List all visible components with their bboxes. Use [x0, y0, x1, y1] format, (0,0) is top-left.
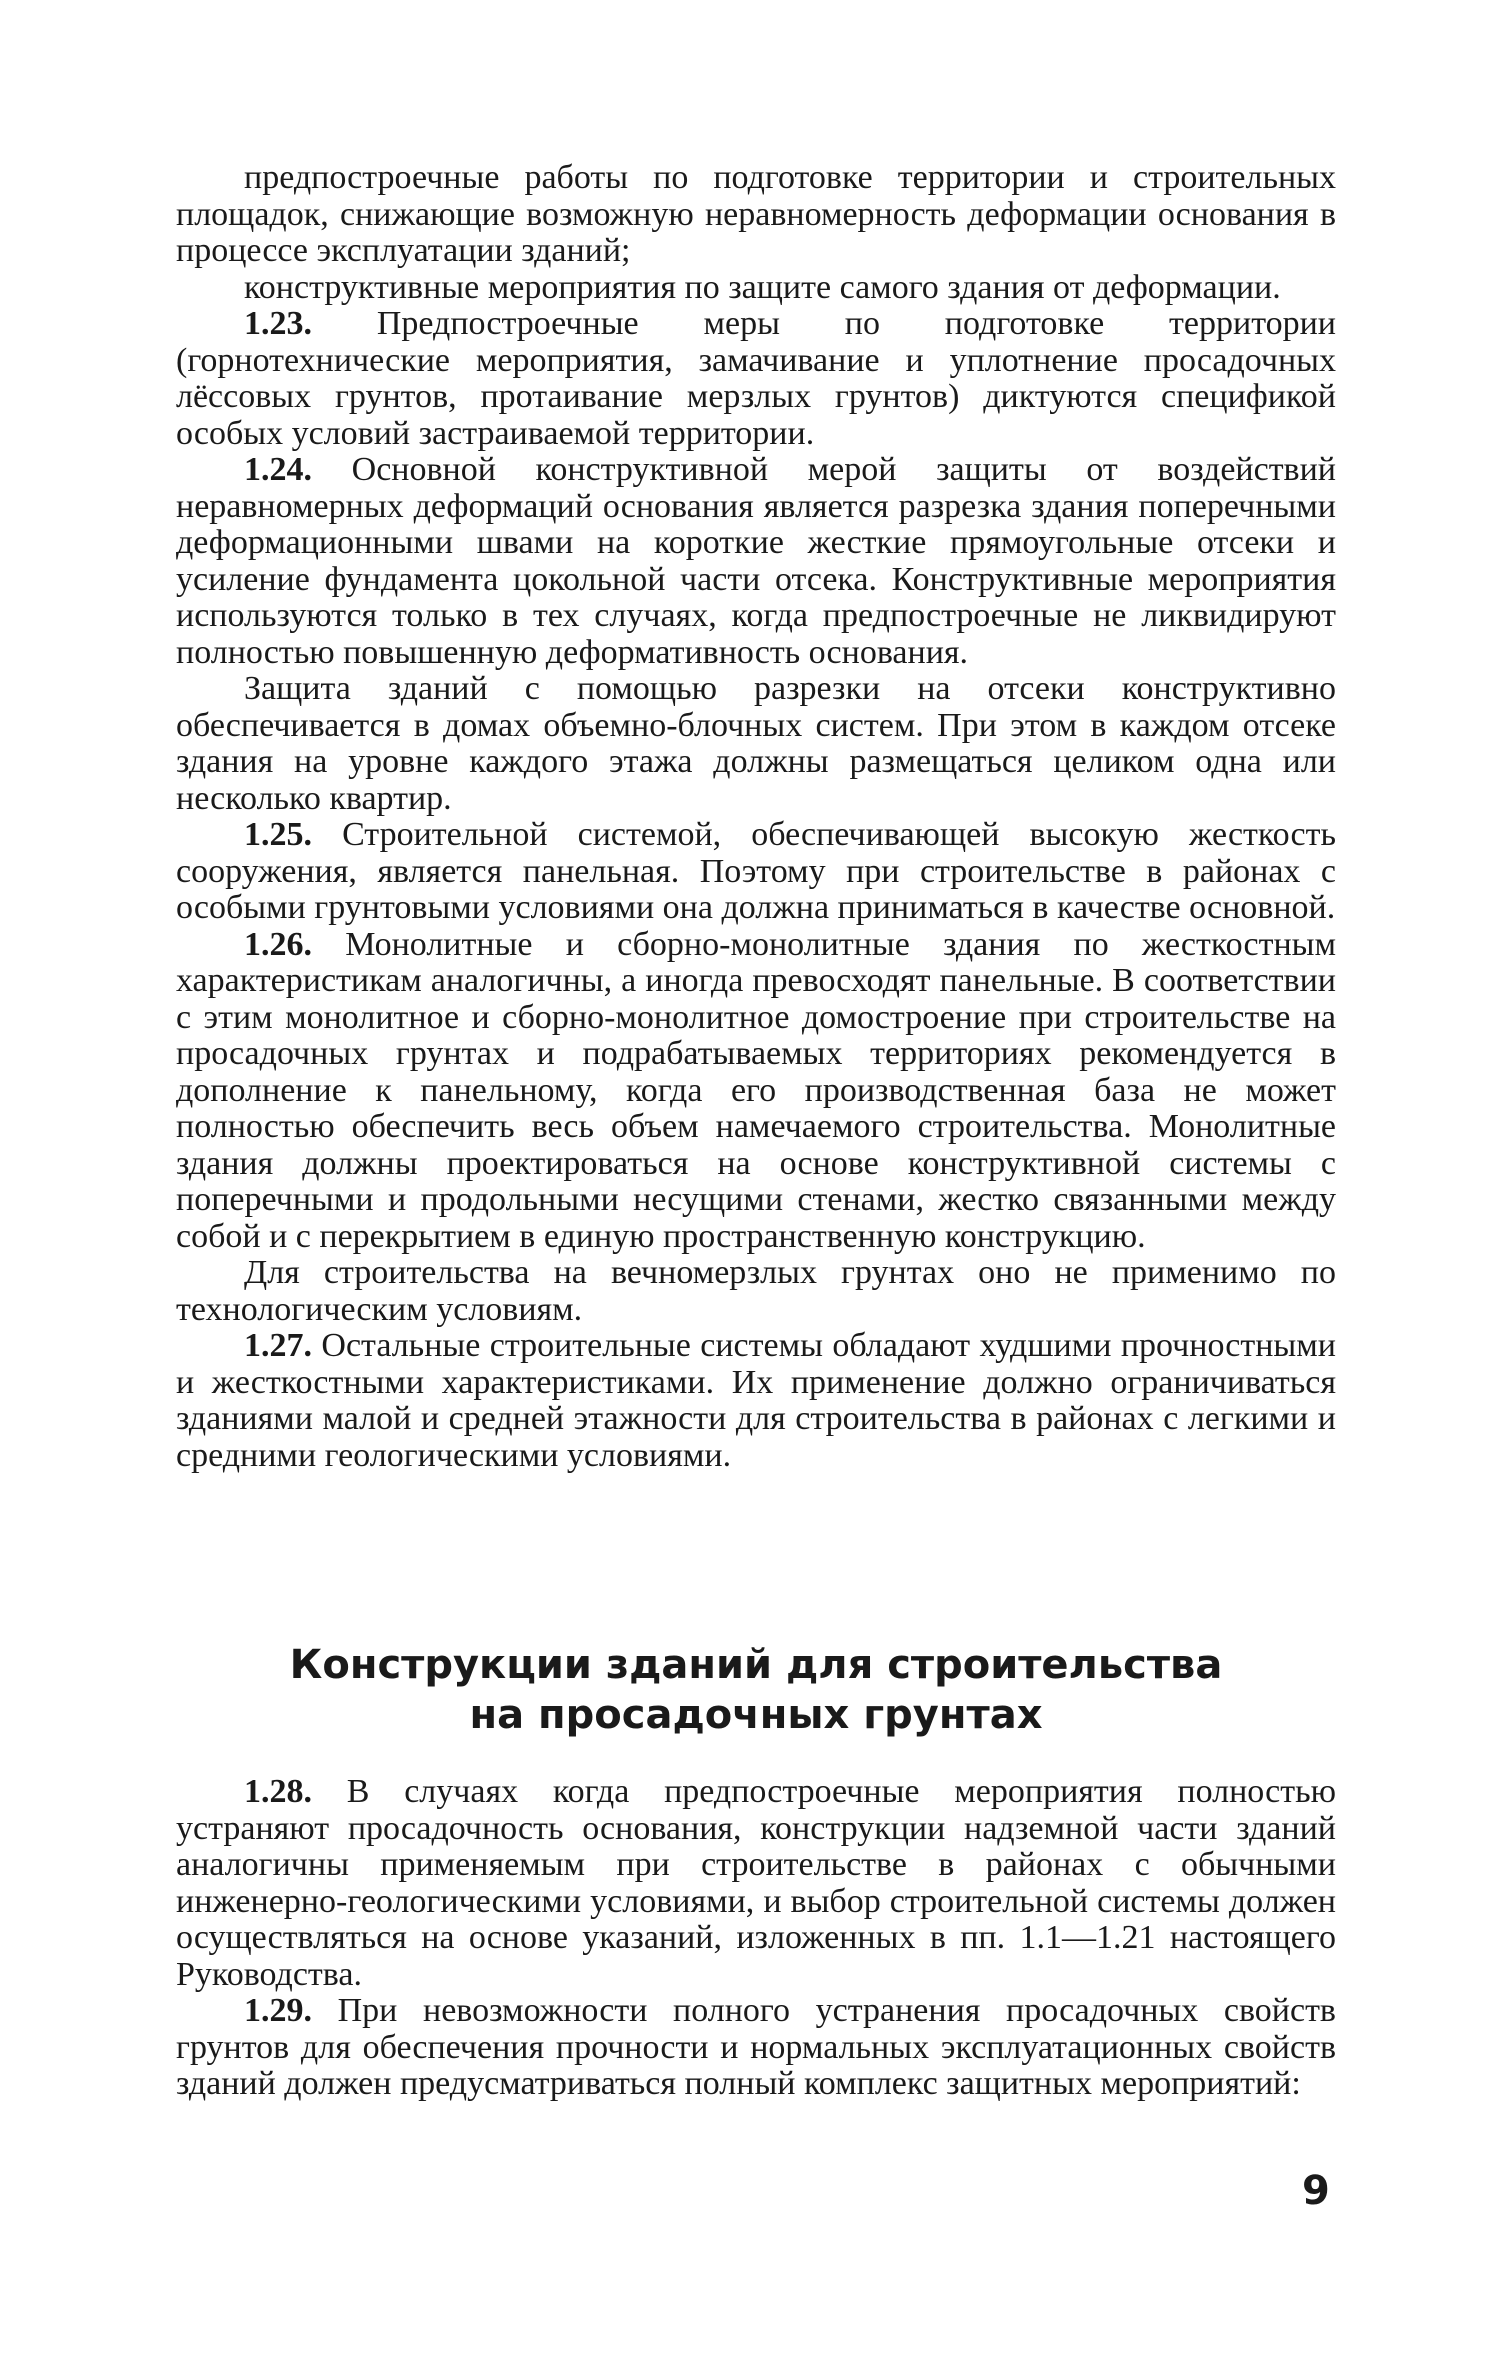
paragraph-text: Монолитные и сборно-монолитные здания по жесткостным характеристикам аналогичны, а иногда превосходят панельные. В соответствии с этим монолитное и сборно-монолитное домостроение при строительстве на просадочных грунтах и подрабатываемых территориях рекомендуется в дополнение к панельному, когда его производственная база не может полностью обеспечить весь объем намечаемого строительства. Монолитные здания должны проектироваться на основе конструктивной системы с поперечными и продольными несущими стенами, жестко связанными между собой и с перекрытием в единую пространственную конструкцию.	[176, 925, 1336, 1255]
paragraph-1-28	[176, 1774, 1336, 1993]
paragraph-text: Предпостроечные меры по подготовке территории (горнотехнические мероприятия, замачивание и уплотнение просадочных лёссовых грунтов, протаивание мерзлых грунтов) диктуются спецификой особых условий застраиваемой территории.	[176, 305, 1336, 452]
paragraph-1-26	[176, 927, 1336, 1256]
clause-number: 1.24.	[244, 451, 312, 488]
body-text-lower	[176, 1774, 1336, 2103]
clause-number: 1.25.	[244, 816, 312, 853]
paragraph-1-25	[176, 817, 1336, 927]
section-heading	[176, 1640, 1336, 1740]
paragraph-preconstruction-works	[176, 160, 1336, 270]
paragraph-text: предпостроечные работы по подготовке территории и строительных площадок, снижающие возможную неравномерность деформации основания в процессе эксплуатации зданий;	[176, 159, 1336, 269]
page-number: 9	[1302, 2168, 1330, 2214]
clause-number: 1.28.	[244, 1773, 312, 1810]
paragraph-1-29	[176, 1993, 1336, 2103]
paragraph-1-24	[176, 452, 1336, 671]
paragraph-permafrost-note	[176, 1255, 1336, 1328]
paragraph-text: Для строительства на вечномерзлых грунтах оно не применимо по технологическим условиям.	[176, 1254, 1336, 1328]
paragraph-structural-measures	[176, 270, 1336, 307]
section-heading-line-2: на просадочных грунтах	[469, 1692, 1043, 1738]
paragraph-text: В случаях когда предпостроечные мероприятия полностью устраняют просадочность основания, конструкции надземной части зданий аналогичны применяемым при строительстве в районах с обычными инженерно-геологическими условиями, и выбор строительной системы должен осуществляться на основе указаний, изложенных в пп. 1.1—1.21 настоящего Руководства.	[176, 1773, 1336, 1993]
paragraph-text: При невозможности полного устранения просадочных свойств грунтов для обеспечения прочности и нормальных эксплуатационных свойств зданий должен предусматриваться полный комплекс защитных мероприятий:	[176, 1992, 1336, 2102]
body-text-upper	[176, 160, 1336, 1474]
paragraph-compartment-protection	[176, 671, 1336, 817]
clause-number: 1.23.	[244, 305, 312, 342]
paragraph-text: Строительной системой, обеспечивающей высокую жесткость сооружения, является панельная. Поэтому при строительстве в районах с особыми грунтовыми условиями она должна приниматься в качестве основной.	[176, 816, 1336, 926]
paragraph-text: Основной конструктивной мерой защиты от воздействий неравномерных деформаций основания является разрезка здания поперечными деформационными швами на короткие жесткие прямоугольные отсеки и усиление фундамента цокольной части отсека. Конструктивные мероприятия используются только в тех случаях, когда предпостроечные не ликвидируют полностью повышенную деформативность основания.	[176, 451, 1336, 671]
paragraph-text: Остальные строительные системы обладают худшими прочностными и жесткостными характеристиками. Их применение должно ограничиваться зданиями малой и средней этажности для строительства в районах с легкими и средними геологическими условиями.	[176, 1327, 1336, 1474]
paragraph-1-27	[176, 1328, 1336, 1474]
paragraph-text: Защита зданий с помощью разрезки на отсеки конструктивно обеспечивается в домах объемно-блочных систем. При этом в каждом отсеке здания на уровне каждого этажа должны размещаться целиком одна или несколько квартир.	[176, 670, 1336, 817]
clause-number: 1.29.	[244, 1992, 312, 2029]
clause-number: 1.27.	[244, 1327, 312, 1364]
paragraph-1-23	[176, 306, 1336, 452]
clause-number: 1.26.	[244, 925, 312, 963]
section-heading-line-1: Конструкции зданий для строительства	[289, 1642, 1223, 1688]
paragraph-text: конструктивные мероприятия по защите самого здания от деформации.	[244, 268, 1281, 306]
